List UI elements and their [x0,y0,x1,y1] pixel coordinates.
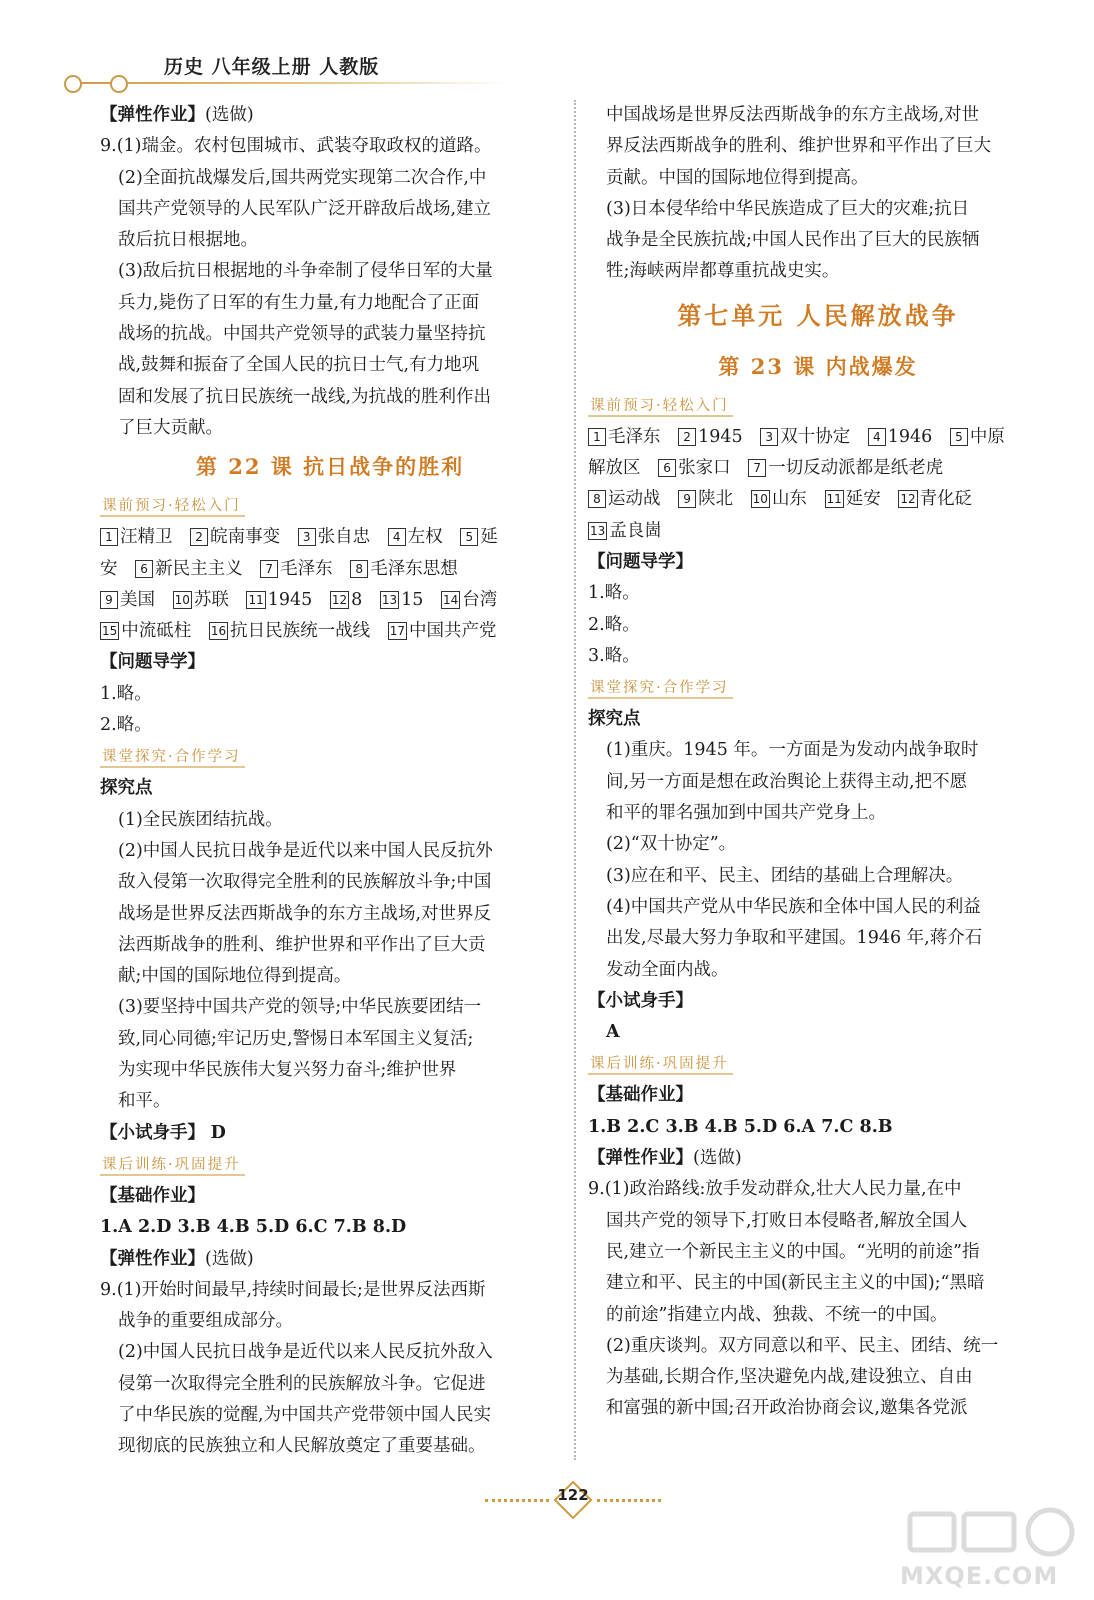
section-heading: 【基础作业】 [100,1185,205,1206]
optional-note: (选做) [693,1148,742,1169]
answer-line: (3)要坚持中国共产党的领导;中华民族要团结一 [118,997,482,1018]
answer-line: 战,鼓舞和振奋了全国人民的抗日士气,有力地巩 [118,355,480,376]
answer-line: 贡献。中国的国际地位得到提高。 [606,167,869,188]
section-heading: 【弹性作业】 [100,105,205,125]
blank-number-box: 13 [590,523,606,538]
answer-line: 9.(1)瑞金。农村包围城市、武装夺取政权的道路。 [100,136,492,157]
blank-number-box: 7 [748,459,766,477]
try-answer: D [210,1122,226,1143]
answer-line: (2)全面抗战爆发后,国共两党实现第二次合作,中 [118,167,487,188]
blank-number-box: 8 [350,560,368,578]
section-heading: 【问题导学】 [100,652,205,673]
section-heading: 【弹性作业】 [100,1248,205,1269]
blank-number-box: 2 [190,528,208,546]
blank-number-box: 17 [389,624,405,639]
fill-blank-row: 13 孟良崮 [590,520,662,541]
answer-line: 民,建立一个新民主主义的中国。“光明的前途”指 [606,1241,980,1262]
blank-number-box: 10 [174,592,190,607]
blank-number-box: 5 [950,428,968,446]
answer-line: 2.略。 [100,715,152,736]
section-tag-preview: 课前预习·轻松入门 [588,397,733,417]
answer-line: 固和发展了抗日民族统一战线,为抗战的胜利作出 [118,386,492,407]
fill-blank-row: 8 运动战 9 陕北 10 山东 11 延安 12 青化砭 [588,484,1048,515]
answer-line: (1)全民族团结抗战。 [118,809,283,830]
answer-line: 9.(1)开始时间最早,持续时间最长;是世界反法西斯 [100,1279,486,1300]
blank-number-box: 3 [298,528,316,546]
section-tag-after: 课后训练·巩固提升 [588,1055,733,1075]
answer-line: 和富强的新中国;召开政治协商会议,邀集各党派 [606,1398,968,1419]
explore-heading: 探究点 [100,778,153,799]
section-heading: 【小试身手】 [100,1122,205,1143]
answer-line: 敌后抗日根据地。 [118,230,258,251]
fill-blank-row: 解放区 6 张家口 7 一切反动派都是纸老虎 [588,458,944,479]
blank-number-box: 12 [331,592,348,607]
answer-line: (3)日本侵华给中华民族造成了巨大的灾难;抗日 [606,198,970,219]
section-tag-preview: 课前预习·轻松入门 [100,497,245,517]
answer-line: 和平的罪名强加到中国共产党身上。 [606,803,886,824]
try-answer: A [606,1022,620,1043]
right-column [588,100,1048,1425]
page-number: 122 [557,1486,589,1504]
header-rule [68,82,508,84]
fill-blank-row: 安 6 新民主主义 7 毛泽东 8 毛泽东思想 [100,558,458,579]
answer-line: 中国战场是世界反法西斯战争的东方主战场,对世 [606,105,980,125]
lesson-title: 第 22 课 抗日战争的胜利 [195,454,465,480]
watermark-text: MXQE.COM [900,1562,1059,1590]
answer-line: (2)中国人民抗日战争是近代以来人民反抗外敌入 [118,1342,493,1363]
header-ring-ornament [64,75,82,93]
blank-number-box: 7 [260,560,278,578]
blank-number-box: 9 [678,490,696,508]
answer-line: 3.略。 [588,645,640,666]
fill-blank-row: 9 美国 10 苏联 11 1945 12 8 13 15 14 台湾 [100,585,560,616]
blank-number-box: 5 [460,528,478,546]
blank-number-box: 1 [100,528,118,546]
watermark [900,1500,1080,1595]
blank-number-box: 16 [210,624,227,639]
answer-line: 界反法西斯战争的胜利、维护世界和平作出了巨大 [606,136,991,157]
answer-line: 1.略。 [100,683,152,704]
page-header [60,48,520,98]
answer-line: 为基础,长期合作,坚决避免内战,建设独立、自由 [606,1367,973,1388]
basic-answers: 1.B 2.C 3.B 4.B 5.D 6.A 7.C 8.B [588,1116,893,1137]
lesson-title: 第 23 课 内战爆发 [718,353,918,379]
section-tag-class: 课堂探究·合作学习 [100,748,245,768]
header-ring-ornament [110,75,128,93]
blank-number-box: 12 [900,492,916,507]
answer-line: 敌入侵第一次取得完全胜利的民族解放斗争;中国 [118,872,492,893]
blank-number-box: 8 [588,490,606,508]
blank-number-box: 11 [826,492,842,507]
blank-number-box: 13 [381,592,398,607]
answer-line: 战争的重要组成部分。 [118,1311,293,1332]
optional-note: (选做) [205,105,254,125]
blank-number-box: 14 [442,592,459,607]
answer-line: 法西斯战争的胜利、维护世界和平作出了巨大贡 [118,934,486,955]
page-dots-left [485,1499,549,1502]
page-dots-right [597,1499,661,1502]
section-tag-after: 课后训练·巩固提升 [100,1156,245,1176]
blank-number-box: 6 [658,459,676,477]
answer-line: 国共产党的领导下,打败日本侵略者,解放全国人 [606,1210,968,1231]
page-number-badge [485,1478,665,1522]
answer-line: 战争是全民族抗战;中国人民作出了巨大的民族牺 [606,230,980,251]
fill-blank-row: 1 毛泽东 2 1945 3 双十协定 4 1946 5 中原 [588,422,1048,453]
answer-line: 发动全面内战。 [606,959,729,980]
explore-heading: 探究点 [588,709,641,730]
answer-line: (4)中国共产党从中华民族和全体中国人民的利益 [606,896,981,917]
answer-line: 战场的抗战。中国共产党领导的武装力量坚持抗 [118,324,486,345]
answer-line: (2)“双十协定”。 [606,834,737,855]
answer-line: (3)敌后抗日根据地的斗争牵制了侵华日军的大量 [118,261,493,282]
blank-number-box: 11 [248,592,264,607]
answer-line: 国共产党领导的人民军队广泛开辟敌后战场,建立 [118,198,492,219]
optional-note: (选做) [205,1248,254,1269]
section-heading: 【问题导学】 [588,551,693,572]
answer-line: 了中华民族的觉醒,为中国共产党带领中国人民实 [118,1404,492,1425]
blank-number-box: 2 [678,428,696,446]
watermark-logo-icon [900,1500,1080,1560]
answer-line: 兵力,毙伤了日军的有生力量,有力地配合了正面 [118,292,480,313]
answer-line: 出发,尽最大努力争取和平建国。1946 年,蒋介石 [606,928,983,949]
blank-number-box: 9 [100,591,118,609]
fill-blank-row: 1 汪精卫 2 皖南事变 3 张自忠 4 左权 5 延 [100,522,560,553]
unit-title: 第七单元 人民解放战争 [677,300,959,330]
book-title: 历史 八年级上册 人教版 [164,56,380,78]
answer-line: 的前途”指建立内战、独裁、不统一的中国。 [606,1304,948,1325]
blank-number-box: 1 [588,428,606,446]
blank-number-box: 15 [102,624,118,639]
answer-line: (1)重庆。1945 年。一方面是为发动内战争取时 [606,740,979,761]
answer-line: 9.(1)政治路线:放手发动群众,壮大人民力量,在中 [588,1179,962,1200]
section-heading: 【基础作业】 [588,1085,693,1106]
answer-line: (3)应在和平、民主、团结的基础上合理解决。 [606,865,964,886]
answer-line: 了巨大贡献。 [118,417,223,438]
column-divider [574,100,576,1460]
answer-line: 侵第一次取得完全胜利的民族解放斗争。它促进 [118,1373,486,1394]
basic-answers: 1.A 2.D 3.B 4.B 5.D 6.C 7.B 8.D [100,1217,407,1238]
answer-line: 间,另一方面是想在政治舆论上获得主动,把不愿 [606,771,968,792]
fill-blank-row: 15 中流砥柱 16 抗日民族统一战线 17 中国共产党 [102,621,497,642]
section-heading: 【弹性作业】 [588,1148,693,1169]
answer-line: 战场是世界反法西斯战争的东方主战场,对世界反 [118,903,492,924]
blank-number-box: 6 [135,560,153,578]
section-heading: 【小试身手】 [588,990,693,1011]
section-tag-class: 课堂探究·合作学习 [588,679,733,699]
answer-line: (2)中国人民抗日战争是近代以来中国人民反抗外 [118,840,493,861]
answer-line: 2.略。 [588,614,640,635]
answer-line: 1.略。 [588,583,640,604]
blank-number-box: 10 [752,492,768,507]
answer-line: 和平。 [118,1091,171,1112]
answer-line: 现彻底的民族独立和人民解放奠定了重要基础。 [118,1436,486,1457]
answer-line: 献;中国的国际地位得到提高。 [118,966,352,987]
answer-line: 牲;海峡两岸都尊重抗战史实。 [606,261,840,282]
answer-line: 为实现中华民族伟大复兴努力奋斗;维护世界 [118,1060,457,1081]
blank-number-box: 3 [760,428,778,446]
answer-line: (2)重庆谈判。双方同意以和平、民主、团结、统一 [606,1335,999,1356]
answer-line: 致,同心同德;牢记历史,警惕日本军国主义复活; [118,1028,474,1049]
left-column [100,100,560,1463]
blank-number-box: 4 [868,428,886,446]
answer-line: 建立和平、民主的中国(新民主主义的中国);“黑暗 [606,1273,985,1294]
blank-number-box: 4 [388,528,406,546]
